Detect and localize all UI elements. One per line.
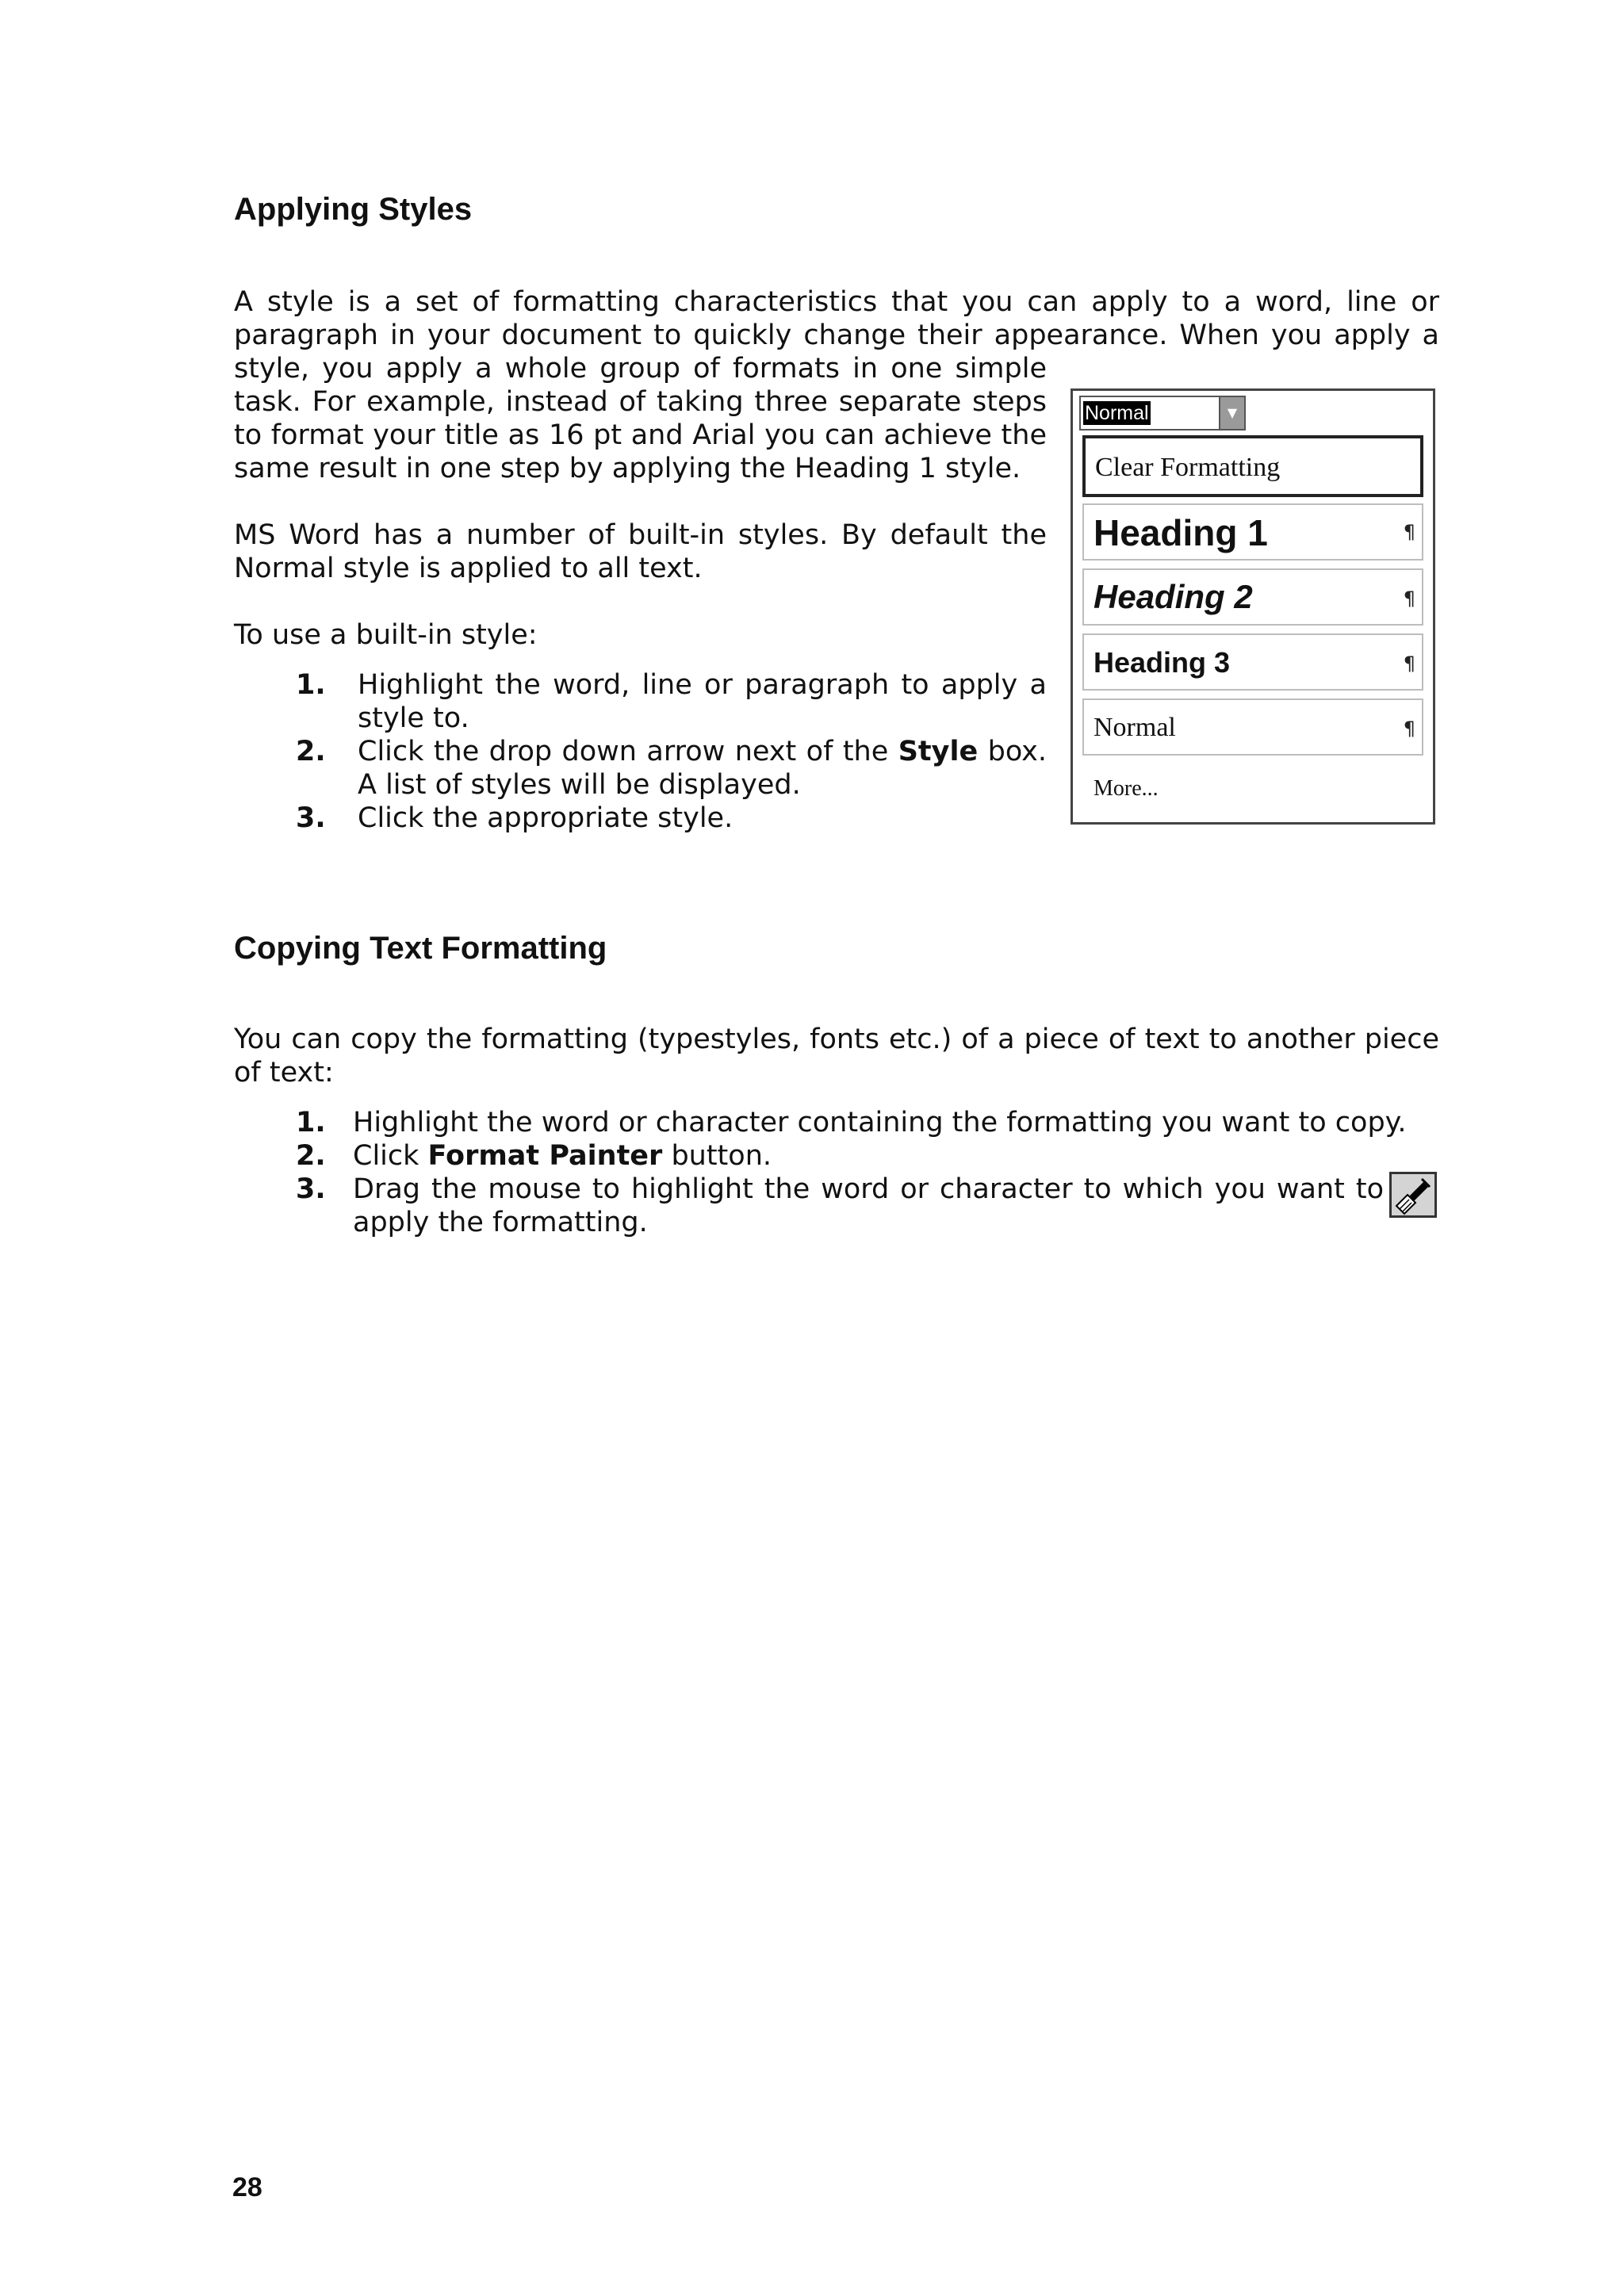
chevron-down-icon[interactable]: ▼ [1219, 397, 1244, 429]
style-option-clear-formatting[interactable] [1082, 435, 1423, 497]
style-option-label: Heading 1 [1094, 512, 1268, 553]
style-option-heading-1[interactable] [1082, 503, 1423, 561]
intro-line-1: A style is a set of formatting characteristics that you can apply to a word, line or [234, 286, 1439, 318]
step-text: Click Format Painter button. [353, 1140, 772, 1172]
step-text: Click the drop down arrow next of the Style box. A list of styles will be displayed. [358, 736, 1047, 801]
list-item [296, 735, 1047, 802]
page-number: 28 [232, 2172, 262, 2202]
step-text: Highlight the word, line or paragraph to apply a style to. [358, 669, 1047, 734]
list-item [296, 802, 1047, 835]
step-text: Drag the mouse to highlight the word or character to which you want to apply the formatting. [353, 1173, 1384, 1238]
style-option-label: Clear Formatting [1095, 453, 1281, 482]
step-number: 1. [296, 669, 326, 701]
step-text: Highlight the word or character containing the formatting you want to copy. [353, 1107, 1407, 1138]
copy-formatting-steps [296, 1106, 1422, 1239]
style-option-more[interactable]: More... [1094, 776, 1159, 801]
step-number: 3. [296, 802, 326, 834]
section-title-copying-text-formatting: Copying Text Formatting [234, 931, 607, 966]
style-option-normal[interactable] [1082, 698, 1423, 756]
step-number: 3. [296, 1173, 326, 1205]
style-combo-box[interactable] [1079, 396, 1246, 430]
intro-line-6: same result in one step by applying the Heading 1 style. [234, 453, 1021, 484]
builtin-style-steps [296, 668, 1047, 835]
paragraph-mark-icon: ¶ [1403, 718, 1415, 740]
format-painter-term: Format Painter [427, 1140, 663, 1172]
style-dropdown-panel [1071, 388, 1435, 825]
style-combo-value: Normal [1085, 402, 1149, 424]
section-title-applying-styles: Applying Styles [234, 192, 473, 227]
style-option-label: Heading 2 [1094, 578, 1253, 615]
step-number: 2. [296, 736, 326, 767]
paragraph-mark-icon: ¶ [1403, 521, 1415, 543]
style-option-label: Heading 3 [1094, 646, 1231, 679]
builtin-styles-paragraph: MS Word has a number of built-in styles. By default the Normal style is applied to all text. [234, 519, 1047, 584]
list-item [296, 668, 1047, 735]
format-painter-icon [1392, 1174, 1434, 1215]
list-item [296, 1139, 1422, 1173]
format-painter-button[interactable] [1389, 1172, 1437, 1218]
intro-line-4: task. For example, instead of taking three separate steps [234, 386, 1047, 418]
paragraph-mark-icon: ¶ [1403, 587, 1415, 610]
intro-line-2: paragraph in your document to quickly change their appearance. When you apply a [234, 320, 1439, 351]
style-option-label: Normal [1094, 713, 1176, 742]
copy-formatting-intro: You can copy the formatting (typestyles, fonts etc.) of a piece of text to another piece of text: [234, 1024, 1439, 1089]
intro-line-5: to format your title as 16 pt and Arial you can achieve the [234, 419, 1047, 451]
use-builtin-intro: To use a built-in style: [234, 619, 538, 651]
step-number: 1. [296, 1107, 326, 1138]
list-item [296, 1173, 1422, 1239]
style-option-heading-3[interactable] [1082, 633, 1423, 691]
paragraph-mark-icon: ¶ [1403, 652, 1415, 675]
list-item [296, 1106, 1422, 1139]
step-number: 2. [296, 1140, 326, 1172]
style-option-heading-2[interactable] [1082, 568, 1423, 626]
style-box-term: Style [898, 736, 979, 767]
step-text: Click the appropriate style. [358, 802, 733, 834]
intro-line-3: style, you apply a whole group of formats in one simple [234, 353, 1047, 385]
